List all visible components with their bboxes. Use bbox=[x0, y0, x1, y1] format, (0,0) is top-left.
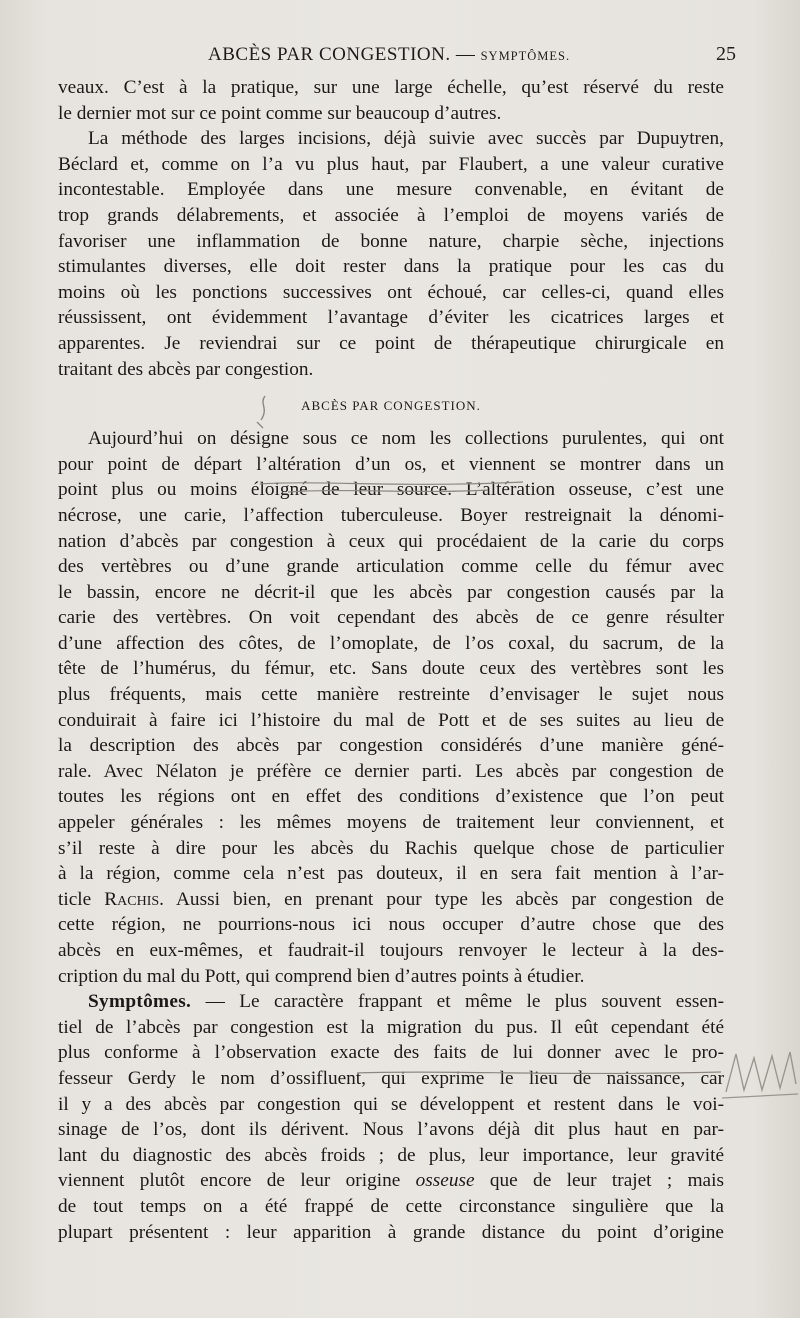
text-line: des vertèbres ou d’une grande articulation comme celle du fémur avec bbox=[58, 556, 724, 578]
symptoms-label: Symptômes. bbox=[88, 991, 192, 1013]
page-number: 25 bbox=[716, 43, 736, 65]
text-line: nécrose, une carie, l’affection tuberculeuse. Boyer restreignait la dénomi- bbox=[58, 504, 724, 526]
text-line: plus conforme à l’observation exacte des faits de lui donner avec le pro- bbox=[58, 1042, 724, 1064]
text-line: le dernier mot sur ce point comme sur beaucoup d’autres. bbox=[58, 102, 502, 124]
text-line: Aujourd’hui on désigne sous ce nom les collections purulentes, qui ont bbox=[88, 428, 724, 450]
text-fragment: . Aussi bien, en prenant pour type les abcès par congestion de bbox=[159, 888, 724, 910]
text-line-rachis bbox=[58, 887, 724, 913]
text-line: appeler générales : les mêmes moyens de traitement leur conviennent, et bbox=[58, 812, 724, 834]
pencil-underline-mark bbox=[355, 1066, 725, 1080]
osseuse-emphasis: osseuse bbox=[415, 1170, 475, 1192]
text-line: rale. Avec Nélaton je préfère ce dernier parti. Les abcès par congestion de bbox=[58, 760, 724, 782]
text-line: nation d’abcès par congestion à ceux qui procédaient de la carie du corps bbox=[58, 530, 724, 552]
text-line: toutes les régions ont en effet des conditions d’existence que l’on peut bbox=[58, 786, 724, 808]
text-line: traitant des abcès par congestion. bbox=[58, 358, 314, 380]
text-line: fesseur Gerdy le nom d’ossifluent, qui exprime le lieu de naissance, car bbox=[58, 1067, 724, 1089]
text-line: plus fréquents, mais cette manière restreinte d’envisager le sujet nous bbox=[58, 684, 724, 706]
running-title bbox=[208, 44, 570, 66]
text-fragment: ticle bbox=[58, 888, 105, 910]
paragraph-group-3 bbox=[58, 912, 724, 989]
section-heading: ABCÈS PAR CONGESTION. bbox=[301, 398, 481, 414]
pencil-underline-mark bbox=[258, 478, 528, 498]
text-line: stimulantes diverses, elle doit rester dans la pratique pour les cas du bbox=[58, 256, 724, 278]
text-line: il y a des abcès par congestion qui se développent et restent dans le voi- bbox=[58, 1093, 724, 1115]
paragraph-group-4 bbox=[58, 1015, 724, 1169]
text-line: réussissent, ont évidemment l’avantage d’éviter les cicatrices larges et bbox=[58, 307, 724, 329]
text-fragment: — Le caractère frappant et même le plus souvent essen- bbox=[191, 991, 724, 1013]
text-line: Béclard et, comme on l’a vu plus haut, par Flaubert, a une valeur curative bbox=[58, 153, 724, 175]
text-line: d’une affection des côtes, de l’omoplate, de l’os coxal, du sacrum, de la bbox=[58, 632, 724, 654]
text-line: abcès en eux-mêmes, et faudrait-il toujours renvoyer le lecteur à la des- bbox=[58, 940, 724, 961]
text-line: tête de l’humérus, du fémur, etc. Sans doute ceux des vertèbres sont les bbox=[58, 658, 724, 680]
text-fragment: viennent plutôt encore de leur origine bbox=[58, 1170, 416, 1192]
rachis-reference: Rachis bbox=[104, 888, 160, 910]
text-line: s’il reste à dire pour les abcès du Rachis quelque chose de particulier bbox=[58, 837, 724, 859]
text-line: incontestable. Employée dans une mesure convenable, en évitant de bbox=[58, 179, 724, 201]
text-line: apparentes. Je reviendrai sur ce point de thérapeutique chirurgicale en bbox=[58, 332, 724, 354]
text-line: cette région, ne pourrions-nous ici nous occuper d’autre chose que des bbox=[58, 914, 724, 936]
text-line: carie des vertèbres. On voit cependant des abcès de ce genre résulter bbox=[58, 607, 724, 629]
running-head bbox=[58, 44, 736, 70]
text-line: favoriser une inflammation de bonne nature, charpie sèche, injections bbox=[58, 230, 724, 252]
text-line: le bassin, encore ne décrit-il que les abcès par congestion causés par la bbox=[58, 581, 724, 603]
running-title-sub: SYMPTÔMES. bbox=[480, 49, 571, 63]
text-fragment: que de leur trajet ; mais bbox=[474, 1170, 724, 1192]
text-line: moins où les ponctions successives ont échoué, car celles-ci, quand elles bbox=[58, 281, 724, 303]
text-line: tiel de l’abcès par congestion est la migration du pus. Il eût cependant été bbox=[58, 1016, 724, 1038]
text-line: lant du diagnostic des abcès froids ; de plus, leur importance, leur gravité bbox=[58, 1144, 724, 1166]
text-line: pour point de départ l’altération d’un os, et viennent se montrer dans un bbox=[58, 453, 724, 475]
symptoms-lead-line bbox=[58, 989, 724, 1015]
paragraph-group-5 bbox=[58, 1194, 724, 1245]
running-title-main: ABCÈS PAR CONGESTION. — bbox=[208, 44, 476, 65]
text-line: à la région, comme cela n’est pas douteux, il en sera fait mention à l’ar- bbox=[58, 863, 724, 885]
text-line-osseuse bbox=[58, 1168, 724, 1194]
pencil-margin-mark bbox=[722, 1040, 800, 1110]
paragraph-group-1 bbox=[58, 75, 724, 382]
text-line: plupart présentent : leur apparition à grande distance du point d’origine bbox=[58, 1221, 724, 1243]
pencil-scribble-mark bbox=[245, 392, 285, 432]
text-line: trop grands délabrements, et associée à l’emploi de moyens variés de bbox=[58, 204, 724, 226]
text-line: La méthode des larges incisions, déjà suivie avec succès par Dupuytren, bbox=[88, 128, 724, 150]
text-line: la description des abcès par congestion considérés d’une manière géné- bbox=[58, 735, 724, 757]
text-line: conduirait à faire ici l’histoire du mal de Pott et de ses suites au lieu de bbox=[58, 709, 724, 731]
text-line: cription du mal du Pott, qui comprend bien d’autres points à étudier. bbox=[58, 965, 585, 987]
text-line: veaux. C’est à la pratique, sur une large échelle, qu’est réservé du reste bbox=[58, 77, 724, 98]
text-line: sinage de l’os, dont ils dérivent. Nous l’avons déjà dit plus haut en par- bbox=[58, 1119, 724, 1141]
text-line: de tout temps on a été frappé de cette circonstance singulière que la bbox=[58, 1195, 724, 1217]
text-line: point plus ou moins éloigné de leur source. L’altération osseuse, c’est une bbox=[58, 479, 724, 501]
